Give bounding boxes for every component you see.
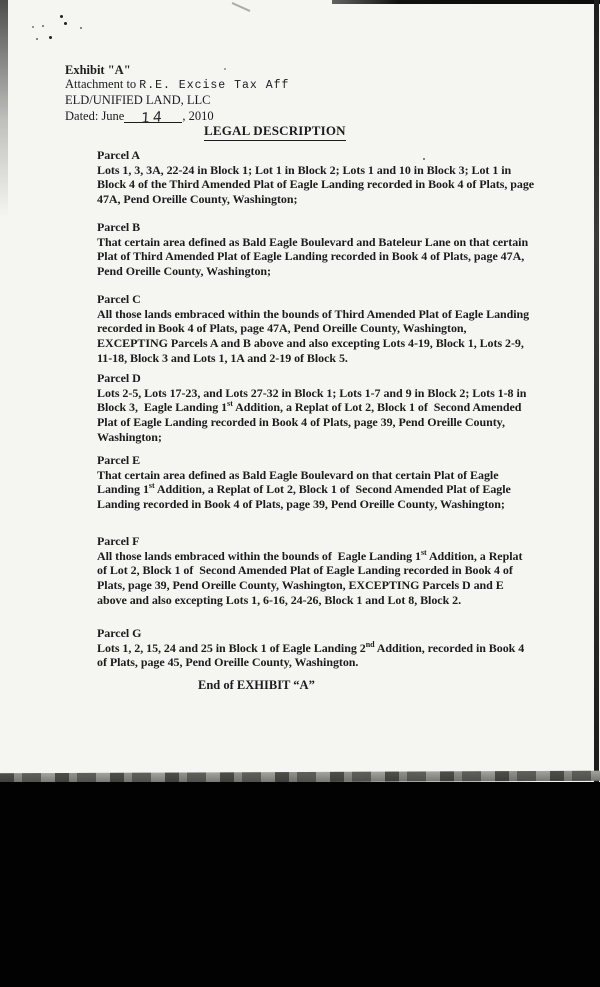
scan-speck xyxy=(49,36,52,39)
page-title: LEGAL DESCRIPTION xyxy=(204,123,346,141)
scan-speck xyxy=(42,25,44,27)
scan-speck xyxy=(36,38,38,40)
scan-left-edge-smudge xyxy=(0,0,8,218)
scan-speck xyxy=(64,22,67,25)
parcel-body: Lots 1, 3, 3A, 22-24 in Block 1; Lot 1 in Block 2; Lots 1 and 10 in Block 3; Lot 1 in Block 4 of the Third Amended Plat of Eagle Landing recorded in Book 4 of Plats, page 47A, Pend Oreille County, Washington; xyxy=(97,162,538,207)
parcel-f-section xyxy=(97,534,535,608)
parcel-heading: Parcel A xyxy=(97,148,141,162)
exhibit-title: Exhibit "A" xyxy=(65,63,131,77)
scan-speck xyxy=(80,27,82,29)
scan-top-edge-line xyxy=(332,0,600,4)
scan-pen-scratch xyxy=(231,2,250,12)
parcel-c-section xyxy=(97,292,535,366)
parcel-heading: Parcel B xyxy=(97,220,141,234)
attachment-line xyxy=(65,77,289,93)
parcel-heading: Parcel E xyxy=(97,453,141,467)
parcel-body: That certain area defined as Bald Eagle Boulevard on that certain Plat of Eagle Landing 1st Addition, a Replat of Lot 2, Block 1 of Second Amended Plat of Eagle Landing recorded in Book 4 of Plats, page 39, Pend Oreille County, Washington; xyxy=(97,467,514,512)
parcel-b-section xyxy=(97,220,535,279)
parcel-body: That certain area defined as Bald Eagle Boulevard and Bateleur Lane on that certain Plat of Third Amended Plat of Eagle Landing recorded in Book 4 of Plats, page 47A, Pend Oreille County, Washington; xyxy=(97,234,532,279)
parcel-heading: Parcel D xyxy=(97,371,141,385)
attachment-typed-text: R.E. Excise Tax Aff xyxy=(139,79,290,93)
parcel-body: Lots 2-5, Lots 17-23, and Lots 27-32 in Block 1; Lots 1-7 and 9 in Block 2; Lots 1-8 in Block 3, Eagle Landing 1st Addition, a Replat of Lot 2, Block 1 of Second Amended Plat of Eagle Landing recorded in Book 4 of Plats, page 39, Pend Oreille County, Washington; xyxy=(97,385,530,444)
parcel-body: All those lands embraced within the bounds of Eagle Landing 1st Addition, a Replat of Lot 2, Block 1 of Second Amended Plat of Eagle Landing recorded in Book 4 of Plats, page 39, Pend Oreille County, Washington, EXCEPTING Parcels D and E above and also excepting Lots 1, 6-16, 24-26, Block 1 and Lot 8, Block 2. xyxy=(97,547,526,607)
document-header xyxy=(65,63,290,127)
handwritten-date-day: 14 xyxy=(140,108,166,127)
parcel-g-section xyxy=(97,626,535,670)
scan-speck xyxy=(60,15,63,18)
parcel-heading: Parcel G xyxy=(97,626,142,640)
parcel-e-section xyxy=(97,453,535,512)
parcel-a-section xyxy=(97,148,538,207)
dated-prefix: Dated: June xyxy=(65,108,125,123)
company-name: ELD/UNIFIED LAND, LLC xyxy=(65,93,211,108)
parcel-heading: Parcel F xyxy=(97,534,140,548)
parcel-body: Lots 1, 2, 15, 24 and 25 in Block 1 of Eagle Landing 2nd Addition, recorded in Book 4 of Plats, page 45, Pend Oreille County, Washington. xyxy=(97,639,528,670)
attachment-prefix: Attachment to xyxy=(65,77,140,92)
parcel-body: All those lands embraced within the bounds of Third Amended Plat of Eagle Landing recorded in Book 4 of Plats, page 47A, Pend Oreille County, Washington, EXCEPTING Parcels A and B above and also excepting Lots 4-19, Block 1, Lots 2-9, 11-18, Block 3 and Lots 1, 1A and 2-19 of Block 5. xyxy=(97,306,533,365)
scan-black-band xyxy=(0,782,600,987)
scan-speck xyxy=(32,26,34,28)
end-of-exhibit-note: End of EXHIBIT “A” xyxy=(198,678,315,692)
dated-line xyxy=(65,108,289,127)
dated-blank-underline xyxy=(124,108,182,127)
scan-right-edge-line xyxy=(594,0,599,784)
parcel-heading: Parcel C xyxy=(97,292,141,306)
parcel-d-section xyxy=(97,371,535,445)
dated-suffix: , 2010 xyxy=(182,108,214,123)
